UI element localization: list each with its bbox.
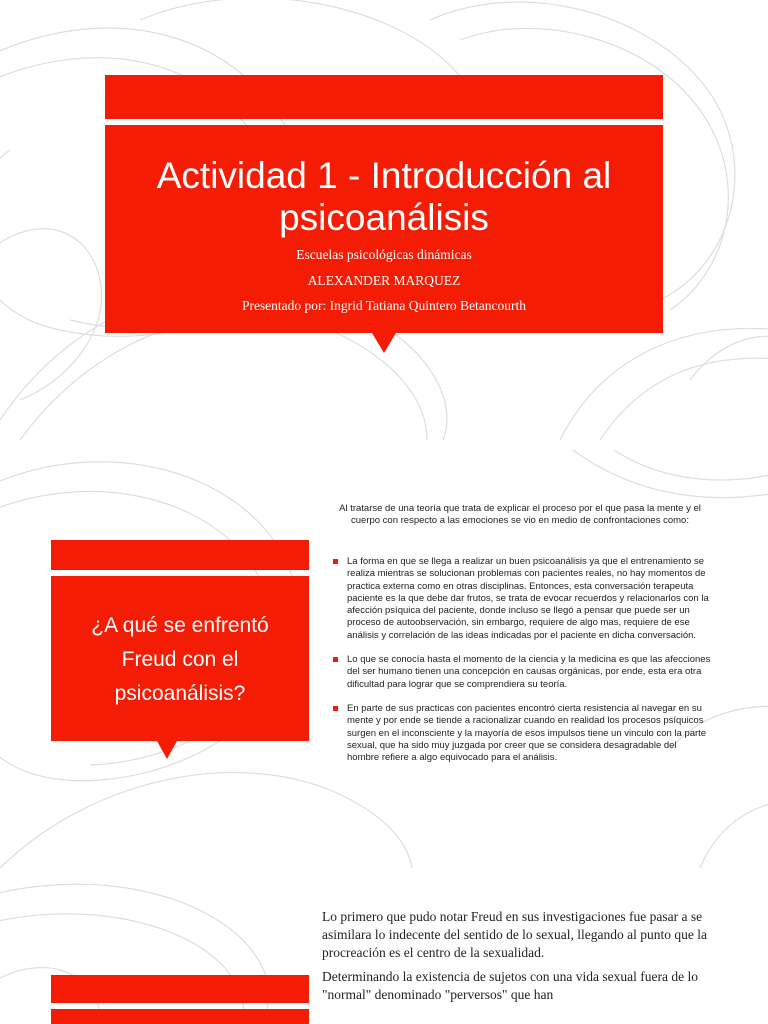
intro-paragraph: Al tratarse de una teoría que trata de explicar el proceso por el que pasa la mente y el cuerpo con respecto a las emociones se vio en medio de confrontaciones como:: [339, 503, 701, 527]
confrontations-list: [333, 556, 711, 776]
question-box-pointer: [157, 741, 177, 759]
square-bullet-icon: [333, 559, 338, 564]
title-line-1: Actividad 1 - Introducción al: [156, 155, 612, 196]
findings-text: [322, 908, 722, 1010]
findings-paragraph-2: Determinando la existencia de sujetos con una vida sexual fuera de lo "normal" denominado "perversos" que han: [322, 969, 698, 1002]
list-item-text: La forma en que se llega a realizar un buen psicoanálisis ya que el entrenamiento se realiza mientras se solucionan problemas con pacientes reales, no hay momentos de practica externa como en otras disciplinas. Entonces, esta conversación terapeuta paciente es la que debe dar frutos, se trata de evocar recuerdos y relacionarlos con la afección psíquica del paciente, donde incluso se llegó a pensar que puede ser un proceso de autoobservación, sin embargo, requiere de algo mas, requiere de ese análisis y correlación de las ideas indicadas por el paciente en dicha conversación.: [347, 556, 709, 641]
findings-box: [51, 1009, 309, 1024]
slide-confrontations: [0, 450, 768, 868]
question-line-1: ¿A qué se enfrentó: [91, 614, 269, 637]
author-name: ALEXANDER MARQUEZ: [307, 273, 461, 288]
findings-header-strip: [51, 975, 309, 1003]
slide-freud-findings: [0, 878, 768, 1024]
list-item-text: En parte de sus practicas con pacientes encontró cierta resistencia al navegar en su mente y por ende se tiende a racionalizar cuando en realidad los procesos psíquicos surgen en el inconsciente y la mayoría de esos impulsos tiene un vinculo con la parte sexual, que ha sido muy juzgada por creer que se considera desagradable del hombre refiere a algo equivocado para el análisis.: [347, 702, 707, 764]
question-line-3: psicoanálisis?: [114, 682, 246, 705]
question-box: [51, 576, 309, 741]
title-line-2: psicoanálisis: [279, 197, 489, 238]
question-text: [51, 609, 309, 711]
title-box: [105, 125, 663, 333]
question-header-strip: [51, 540, 309, 570]
list-item-text: Lo que se conocía hasta el momento de la ciencia y la medicina es que las afecciones del ser humano tienen una concepción en causas orgánicas, por ende, esta era otra dificultad para lograr que se comprendiera su teoría.: [347, 654, 711, 690]
list-item: [333, 556, 711, 642]
square-bullet-icon: [333, 657, 338, 662]
presented-by: Presentado por: Ingrid Tatiana Quintero Betancourth: [241, 298, 527, 313]
title-header-strip: [105, 75, 663, 119]
findings-paragraph-1: Lo primero que pudo notar Freud en sus investigaciones fue pasar a se asimilara lo indecente del sentido de lo sexual, llegando al punto que la procreación es el centro de la sexualidad.: [322, 909, 708, 960]
list-item: [333, 654, 711, 691]
subtitle: Escuelas psicológicas dinámicas: [296, 247, 472, 262]
title-box-pointer: [372, 333, 396, 353]
square-bullet-icon: [333, 706, 338, 711]
slide-title-text: [105, 155, 663, 239]
list-item: [333, 703, 711, 764]
question-line-2: Freud con el: [121, 648, 239, 671]
slide-title: [0, 0, 768, 440]
